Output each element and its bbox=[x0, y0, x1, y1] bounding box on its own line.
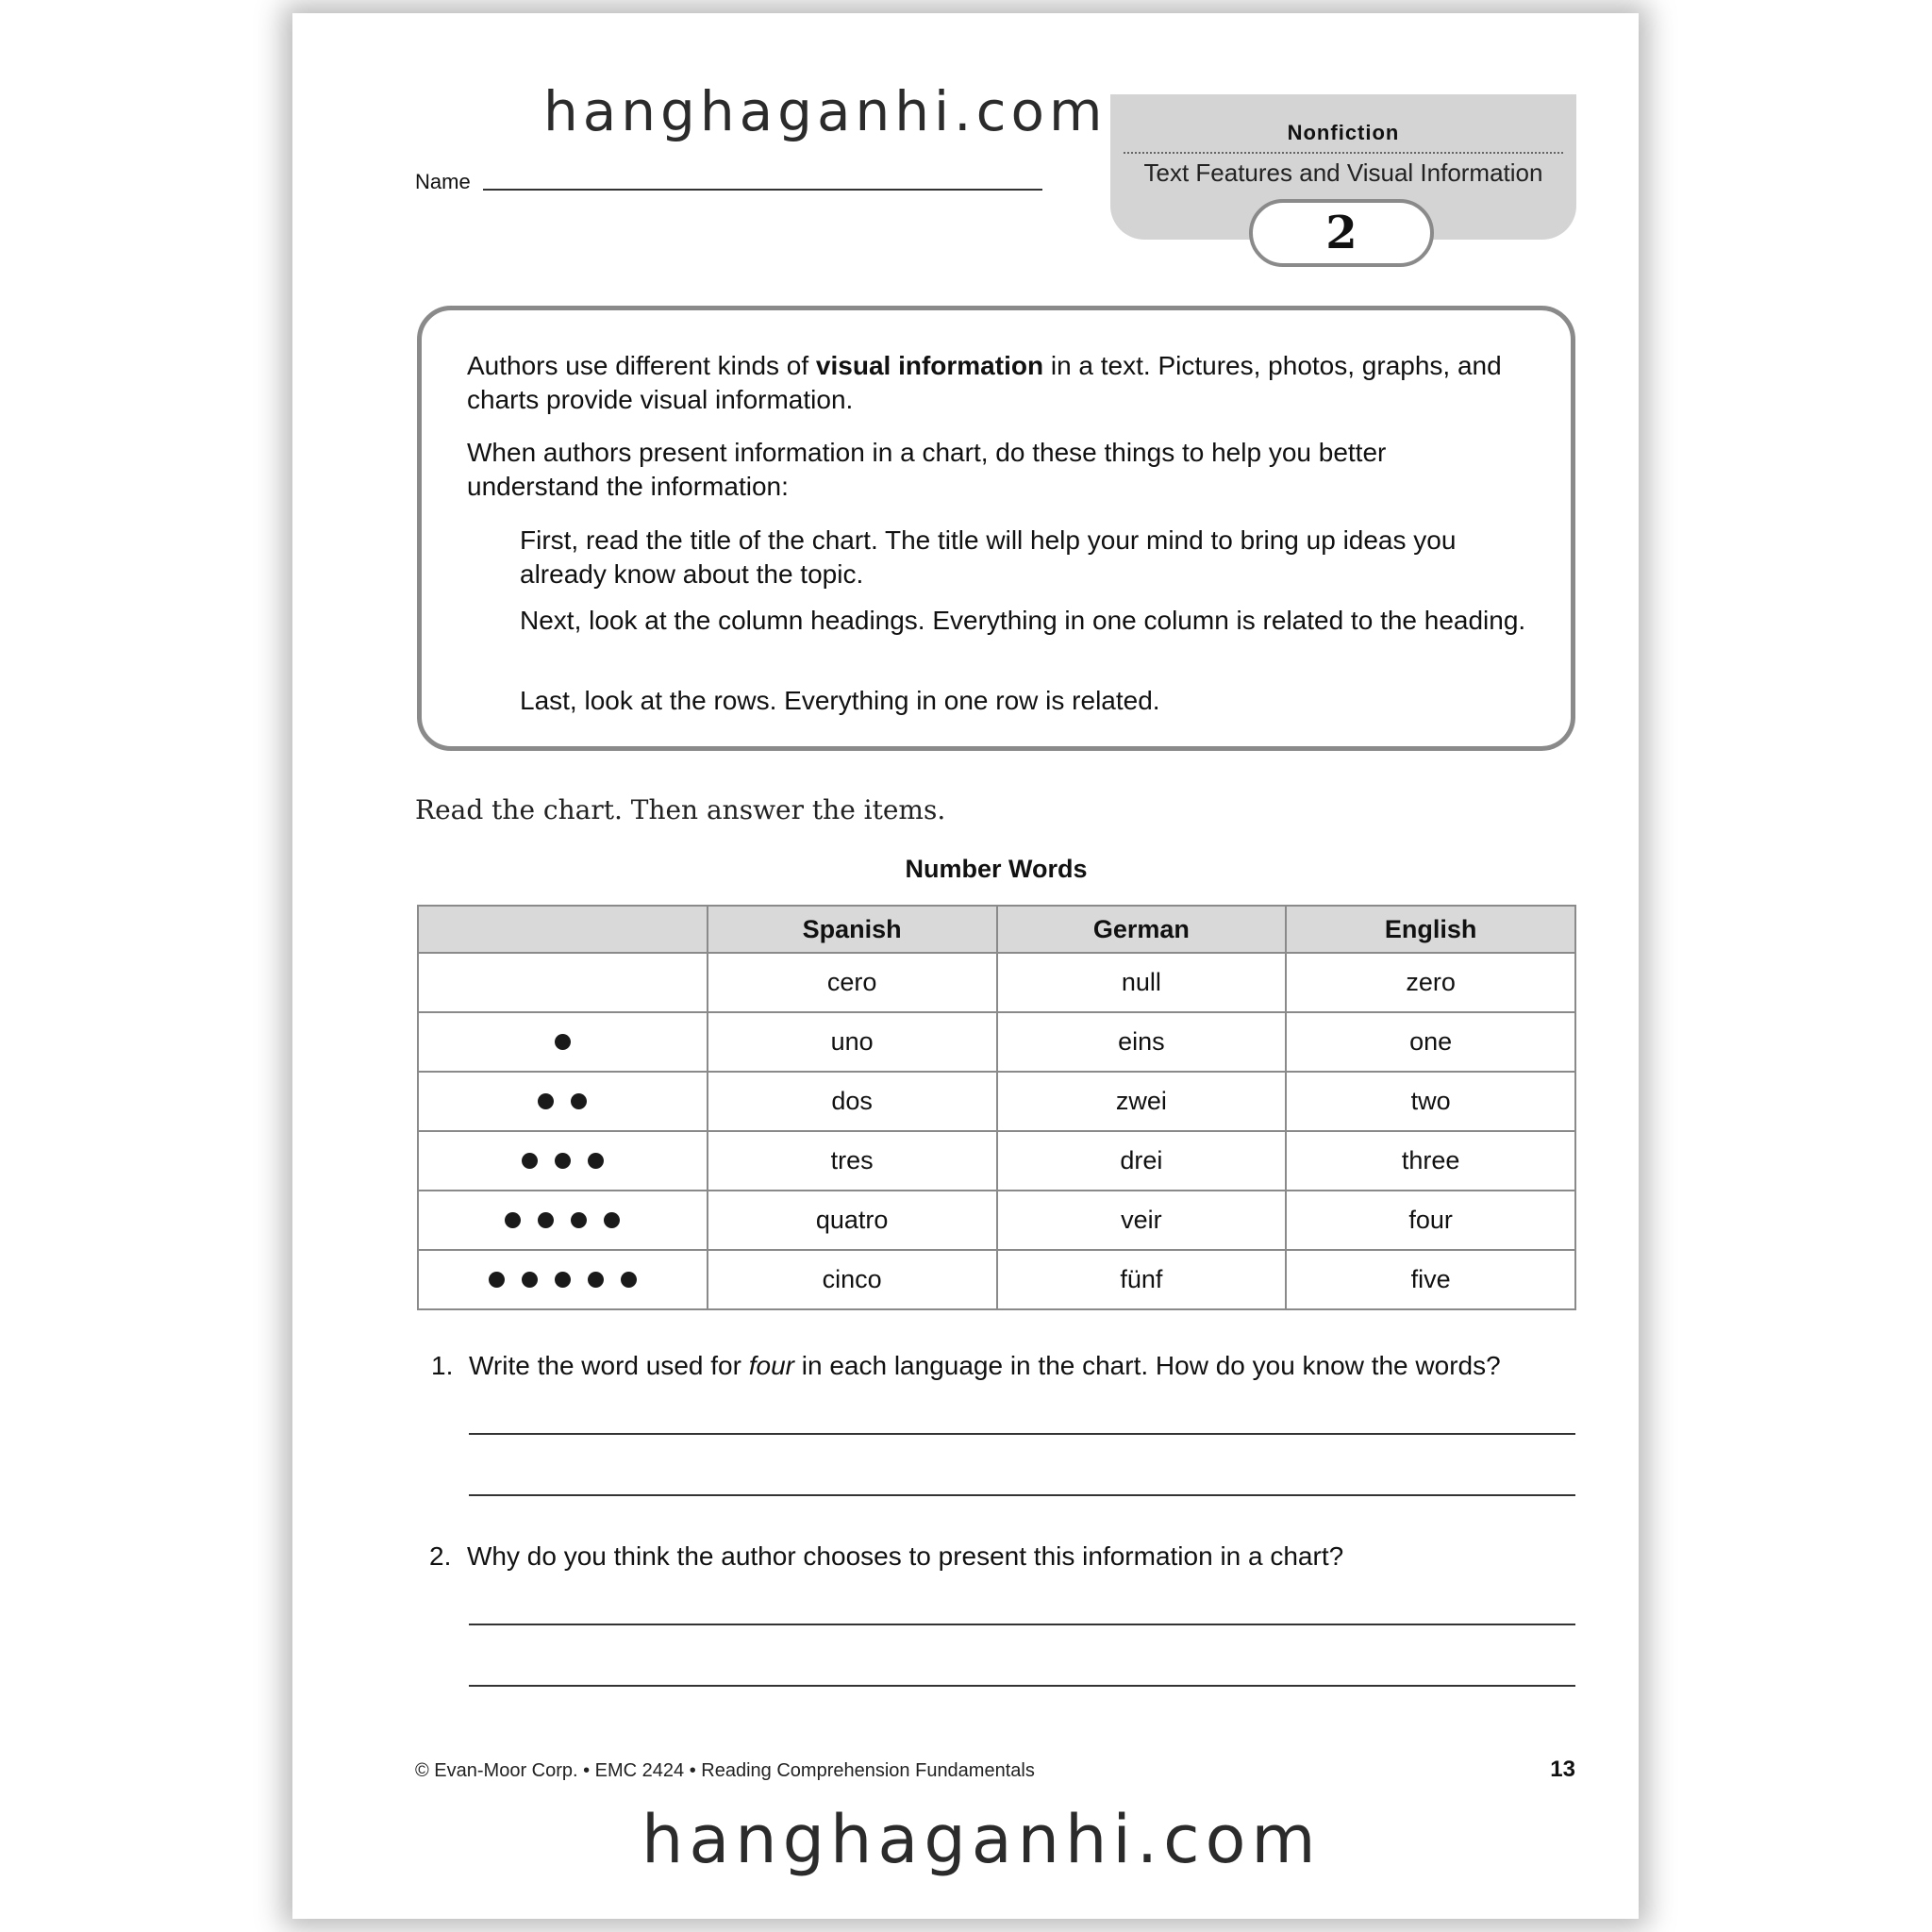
info-paragraph-1 bbox=[467, 349, 1552, 417]
dot-icon bbox=[505, 1212, 521, 1228]
dot-icon bbox=[571, 1093, 587, 1109]
unit-number-badge: 2 bbox=[1249, 199, 1434, 267]
table-row bbox=[418, 1131, 1575, 1191]
answer-line[interactable] bbox=[469, 1433, 1575, 1435]
dot-count-cell bbox=[418, 953, 708, 1012]
dot-icon bbox=[538, 1093, 554, 1109]
dot-icon bbox=[555, 1153, 571, 1169]
dot-icon bbox=[538, 1212, 554, 1228]
info-paragraph-2: When authors present information in a chart, do these things to help you better understand the information: bbox=[467, 438, 1387, 501]
dot-icon bbox=[522, 1153, 538, 1169]
info-step-2: Next, look at the column headings. Everything in one column is related to the heading. bbox=[520, 606, 1526, 635]
dot-icon bbox=[522, 1272, 538, 1288]
info-text: Authors use different kinds of bbox=[467, 351, 816, 380]
question-italic-term: four bbox=[748, 1351, 794, 1380]
watermark-top: hanghaganhi.com bbox=[543, 79, 1108, 143]
tab-subtitle: Text Features and Visual Information bbox=[1143, 158, 1543, 187]
word-cell: veir bbox=[997, 1191, 1287, 1250]
dot-group bbox=[529, 1093, 595, 1109]
question-number: 1. bbox=[431, 1351, 454, 1380]
dot-icon bbox=[571, 1212, 587, 1228]
answer-line[interactable] bbox=[469, 1624, 1575, 1625]
footer-credit: © Evan-Moor Corp. • EMC 2424 • Reading Comprehension Fundamentals bbox=[415, 1760, 1035, 1781]
word-cell: five bbox=[1286, 1250, 1575, 1309]
info-step-1: First, read the title of the chart. The title will help your mind to bring up ideas you already know about the topic. bbox=[520, 525, 1457, 589]
dot-count-cell bbox=[418, 1131, 708, 1191]
word-cell: three bbox=[1286, 1131, 1575, 1191]
instruction-text: Read the chart. Then answer the items. bbox=[415, 794, 946, 825]
header-cell: Spanish bbox=[708, 906, 997, 953]
word-cell: two bbox=[1286, 1072, 1575, 1131]
table-row bbox=[418, 1072, 1575, 1131]
word-cell: drei bbox=[997, 1131, 1287, 1191]
question-text-part: Write the word used for bbox=[469, 1351, 749, 1380]
dot-icon bbox=[555, 1034, 571, 1050]
question-text bbox=[469, 1349, 1501, 1383]
chart-title: Number Words bbox=[905, 855, 1088, 883]
name-label: Name bbox=[415, 170, 471, 193]
dot-group bbox=[546, 1034, 579, 1050]
dot-group bbox=[480, 1272, 645, 1288]
word-cell: dos bbox=[708, 1072, 997, 1131]
dot-icon bbox=[588, 1272, 604, 1288]
info-bold-term: visual information bbox=[815, 351, 1044, 380]
word-cell: four bbox=[1286, 1191, 1575, 1250]
word-cell: quatro bbox=[708, 1191, 997, 1250]
question-text-part: in each language in the chart. How do you know the words? bbox=[793, 1351, 1501, 1380]
answer-line[interactable] bbox=[469, 1494, 1575, 1496]
number-words-table bbox=[417, 905, 1576, 1310]
dot-count-cell bbox=[418, 1012, 708, 1072]
dot-count-cell bbox=[418, 1250, 708, 1309]
table-header-row bbox=[418, 906, 1575, 953]
word-cell: uno bbox=[708, 1012, 997, 1072]
dot-icon bbox=[604, 1212, 620, 1228]
header-cell: German bbox=[997, 906, 1287, 953]
page-number: 13 bbox=[1550, 1757, 1575, 1782]
word-cell: zwei bbox=[997, 1072, 1287, 1131]
table-row bbox=[418, 1012, 1575, 1072]
dot-icon bbox=[489, 1272, 505, 1288]
table-row bbox=[418, 1250, 1575, 1309]
tab-divider bbox=[1124, 152, 1563, 154]
question-text: Why do you think the author chooses to present this information in a chart? bbox=[467, 1541, 1344, 1571]
word-cell: null bbox=[997, 953, 1287, 1012]
table-row bbox=[418, 1191, 1575, 1250]
word-cell: cero bbox=[708, 953, 997, 1012]
watermark-bottom: hanghaganhi.com bbox=[641, 1801, 1322, 1878]
info-box bbox=[417, 306, 1575, 751]
table-row bbox=[418, 953, 1575, 1012]
dot-count-cell bbox=[418, 1072, 708, 1131]
answer-line[interactable] bbox=[469, 1685, 1575, 1687]
dot-icon bbox=[555, 1272, 571, 1288]
word-cell: fünf bbox=[997, 1250, 1287, 1309]
word-cell: one bbox=[1286, 1012, 1575, 1072]
word-cell: zero bbox=[1286, 953, 1575, 1012]
dot-icon bbox=[621, 1272, 637, 1288]
word-cell: tres bbox=[708, 1131, 997, 1191]
dot-group bbox=[496, 1212, 628, 1228]
info-step-3: Last, look at the rows. Everything in one row is related. bbox=[520, 686, 1160, 715]
header-cell bbox=[418, 906, 708, 953]
word-cell: eins bbox=[997, 1012, 1287, 1072]
header-cell: English bbox=[1286, 906, 1575, 953]
word-cell: cinco bbox=[708, 1250, 997, 1309]
tab-kicker: Nonfiction bbox=[1287, 121, 1400, 144]
dot-count-cell bbox=[418, 1191, 708, 1250]
info-text: in a text. Pictures, photos, graphs, and charts provide visual information. bbox=[467, 351, 1502, 414]
name-field-line[interactable] bbox=[483, 189, 1042, 191]
dot-icon bbox=[588, 1153, 604, 1169]
question-number: 2. bbox=[429, 1541, 452, 1571]
dot-group bbox=[513, 1153, 612, 1169]
